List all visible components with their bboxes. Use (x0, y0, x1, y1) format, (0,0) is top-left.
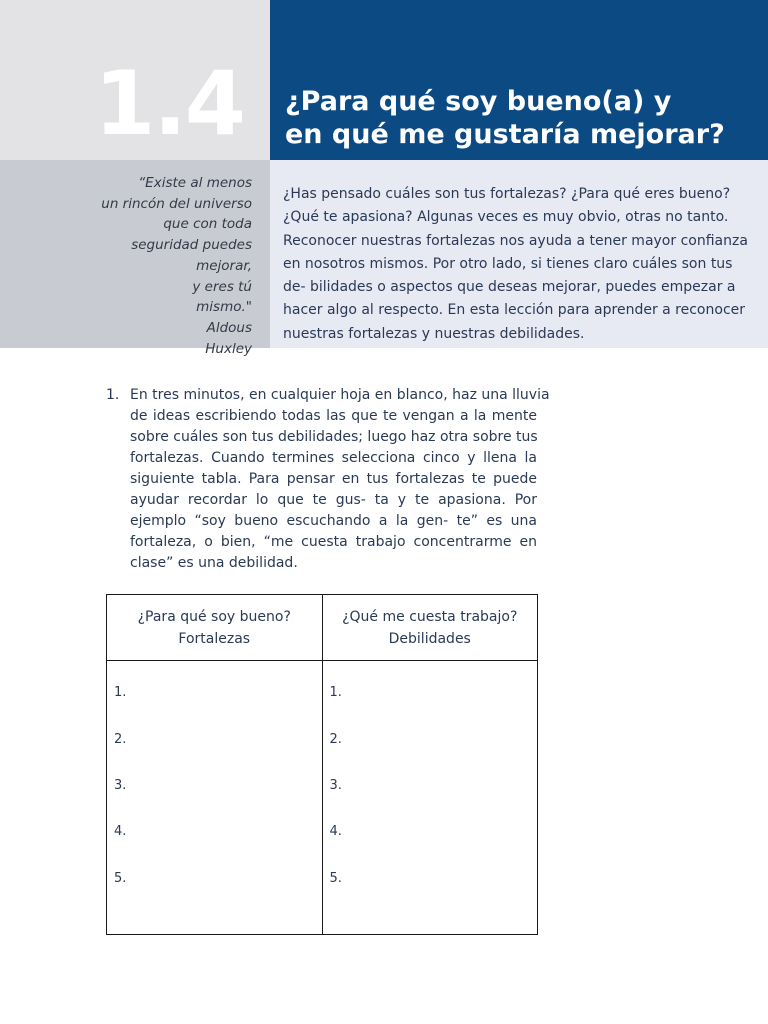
activity-line: ejemplo “soy bueno escuchando a la gen- te” es una (130, 513, 537, 529)
activity-line: fortaleza, o bien, “me cuesta trabajo concentrarme en (130, 534, 537, 550)
activity-line: ayudar recordar lo que te gus- ta y te apasiona. Por (130, 492, 537, 508)
activity-line: clase” es una debilidad. (130, 555, 298, 571)
weaknesses-header-question: ¿Qué me cuesta trabajo? (342, 608, 518, 625)
weakness-item-number: 1. (329, 685, 342, 700)
strengths-header-question: ¿Para qué soy bueno? (137, 608, 291, 625)
activity-line: En tres minutos, en cualquier hoja en blanco, haz una lluvia (130, 387, 550, 403)
quote-line: un rincón del universo (101, 195, 252, 212)
lesson-title-line-2: en qué me gustaría mejorar? (285, 119, 725, 150)
weaknesses-list-cell[interactable] (322, 661, 538, 935)
weakness-item-number: 5. (329, 871, 342, 886)
quote-line: “Existe al menos (138, 175, 252, 191)
strengths-list-cell[interactable] (107, 661, 323, 935)
quote-panel (0, 160, 270, 357)
strength-item-number: 5. (114, 871, 127, 886)
weaknesses-header-label: Debilidades (388, 630, 471, 647)
activity-line: fortalezas. Cuando termines selecciona cinco y llena la (130, 450, 537, 466)
table-header-row (107, 595, 538, 661)
activity-line: de ideas escribiendo todas las que te vengan a la mente (130, 408, 537, 424)
quote-line: y eres tú (192, 278, 252, 295)
quote-text (52, 173, 252, 359)
quote-line: mismo." (196, 299, 252, 316)
strength-item-number: 3. (114, 778, 127, 793)
intro-line: ¿Has pensado cuáles son tus fortalezas? ¿Para qué eres bueno? (283, 186, 731, 202)
activity-number: 1. (106, 387, 120, 403)
intro-line: nuestras fortalezas y nuestras debilidades. (283, 325, 585, 342)
activity-line: sobre cuáles son tus debilidades; luego haz otra sobre tus (130, 429, 538, 445)
intro-line: ¿Qué te apasiona? Algunas veces es muy obvio, otras no tanto. (283, 209, 729, 226)
lesson-title-panel (270, 0, 768, 160)
quote-line: seguridad puedes (131, 237, 252, 254)
lesson-number-panel (0, 0, 270, 160)
quote-author-line: Aldous (206, 319, 252, 336)
intro-panel (270, 160, 768, 348)
strengths-column-header (107, 595, 323, 661)
strength-item-number: 1. (114, 685, 127, 700)
weakness-item-number: 4. (329, 824, 342, 839)
intro-line: Reconocer nuestras fortalezas nos ayuda a tener mayor confianza (283, 232, 748, 249)
lesson-number: 1.4 (94, 52, 244, 155)
table-body-row (107, 661, 538, 935)
quote-author-line: Huxley (205, 340, 252, 357)
strengths-weaknesses-table (106, 594, 538, 935)
intro-line: hacer algo al respecto. En esta lección para aprender a reconocer (283, 302, 746, 319)
intro-paragraph (283, 183, 748, 346)
activity-instructions (130, 385, 550, 574)
quote-line: mejorar, (196, 257, 252, 274)
activity-line: siguiente tabla. Para pensar en tus fortalezas te puede (130, 471, 537, 487)
weakness-item-number: 2. (329, 732, 342, 747)
weaknesses-column-header (322, 595, 538, 661)
intro-line: de- bilidades o aspectos que deseas mejorar, puedes empezar a (283, 279, 736, 296)
strength-item-number: 4. (114, 824, 127, 839)
strength-item-number: 2. (114, 732, 127, 747)
strengths-header-label: Fortalezas (178, 630, 251, 647)
intro-line: en nosotros mismos. Por otro lado, si tienes claro cuáles son tus (283, 255, 733, 272)
lesson-title-line-1: ¿Para qué soy bueno(a) y (285, 86, 672, 117)
quote-line: que con toda (163, 216, 252, 233)
weakness-item-number: 3. (329, 778, 342, 793)
